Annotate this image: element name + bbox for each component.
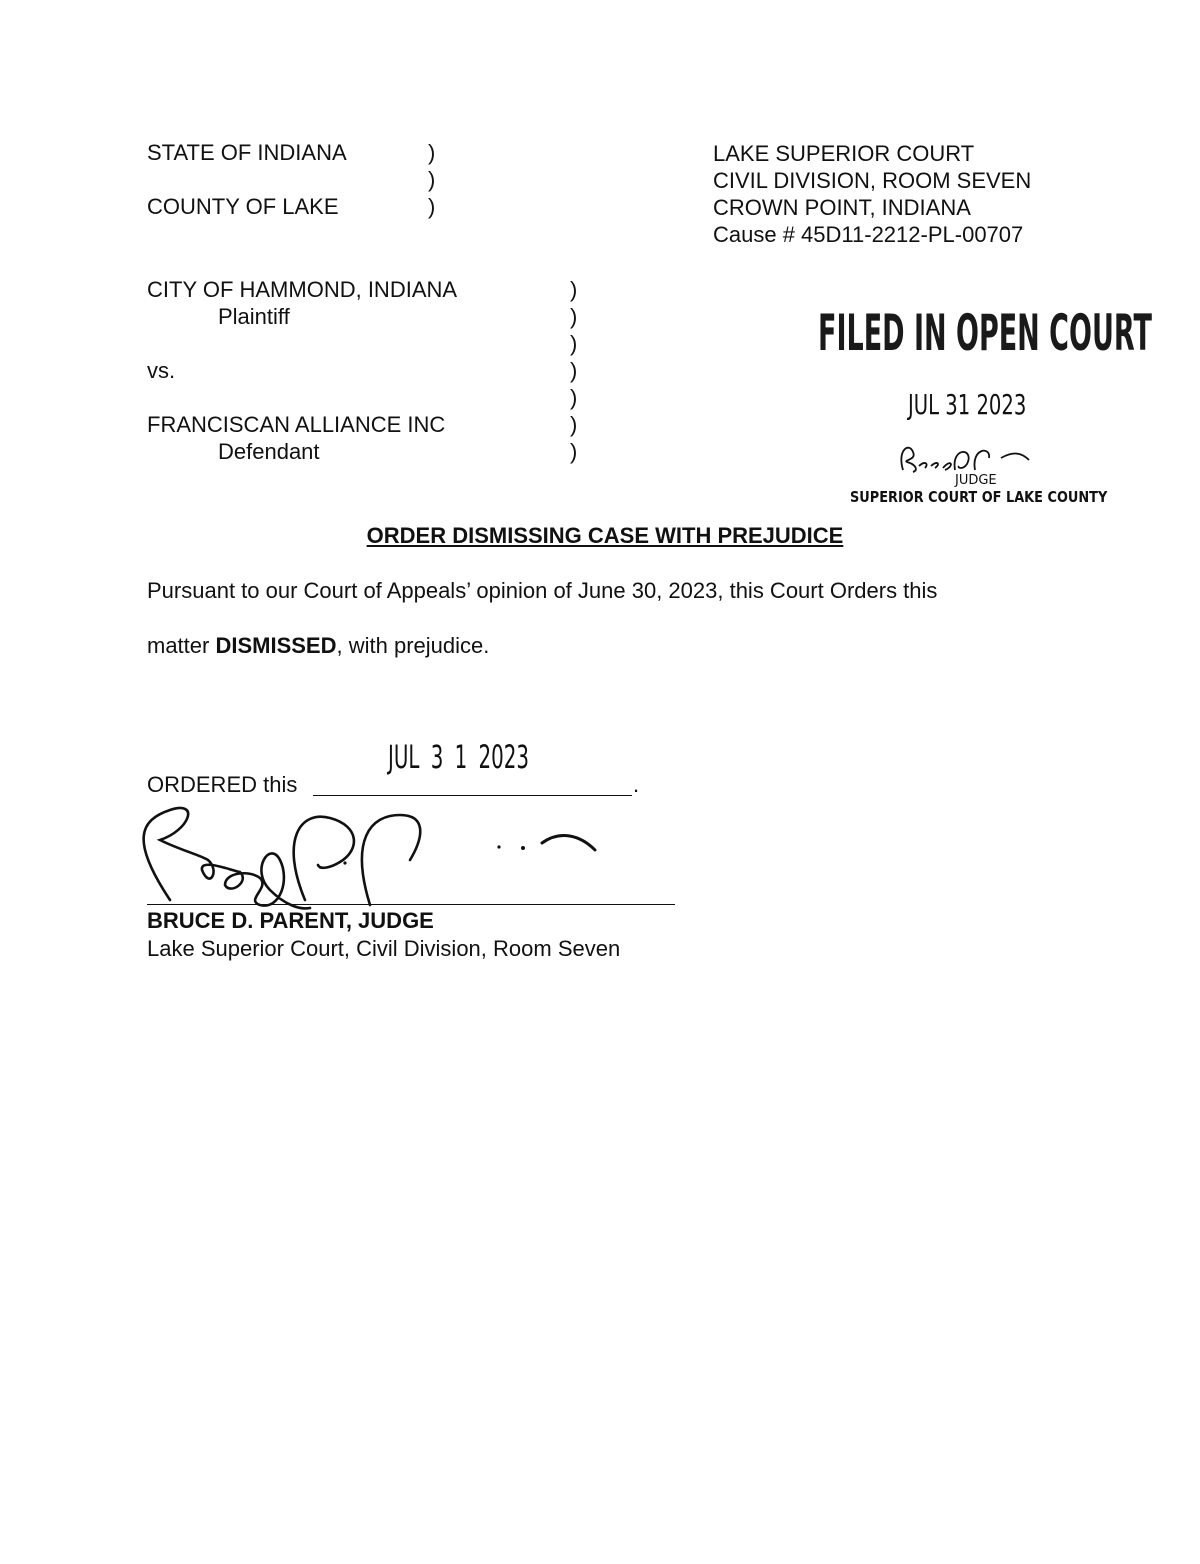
state-label: STATE OF INDIANA — [147, 140, 347, 165]
bracket: ) — [570, 277, 578, 302]
period: . — [633, 772, 640, 797]
filed-in-open-court-stamp: FILED IN OPEN COURT — [818, 304, 1152, 362]
court-name: LAKE SUPERIOR COURT — [713, 141, 975, 166]
judge-signature — [130, 800, 630, 915]
versus: vs. — [147, 358, 176, 383]
order-title: ORDER DISMISSING CASE WITH PREJUDICE — [366, 523, 844, 548]
bracket: ) — [428, 167, 436, 192]
filed-date-stamp: JUL 31 2023 — [908, 388, 1027, 421]
bracket: ) — [570, 412, 578, 437]
county-label: COUNTY OF LAKE — [147, 194, 339, 219]
bracket: ) — [570, 385, 578, 410]
bracket: ) — [428, 194, 436, 219]
stamp-court-name: SUPERIOR COURT OF LAKE COUNTY — [850, 488, 1108, 506]
order-text-line2 — [147, 632, 489, 659]
bracket: ) — [428, 140, 436, 165]
court-division: CIVIL DIVISION, ROOM SEVEN — [713, 168, 1032, 193]
dismissed-emphasis: DISMISSED — [215, 633, 337, 658]
ordered-date-stamp: JUL 3 1 2023 — [388, 738, 529, 776]
plaintiff-name: CITY OF HAMMOND, INDIANA — [147, 277, 458, 302]
bracket: ) — [570, 439, 578, 464]
bracket: ) — [570, 304, 578, 329]
cause-number: Cause # 45D11-2212-PL-00707 — [713, 222, 1024, 247]
signature-line — [147, 904, 675, 905]
text: , with prejudice. — [336, 633, 490, 658]
court-location: CROWN POINT, INDIANA — [713, 195, 971, 220]
bracket: ) — [570, 331, 578, 356]
plaintiff-label: Plaintiff — [218, 304, 290, 329]
date-line — [313, 795, 632, 796]
judge-court: Lake Superior Court, Civil Division, Room Seven — [147, 936, 621, 961]
order-text-line1: Pursuant to our Court of Appeals’ opinion of June 30, 2023, this Court Orders this — [147, 578, 938, 603]
text: matter — [147, 633, 216, 658]
defendant-name: FRANCISCAN ALLIANCE INC — [147, 412, 446, 437]
bracket: ) — [570, 358, 578, 383]
judge-label: JUDGE — [955, 473, 997, 488]
judge-name: BRUCE D. PARENT, JUDGE — [147, 908, 434, 933]
ordered-label: ORDERED this — [147, 772, 298, 797]
defendant-label: Defendant — [218, 439, 320, 464]
